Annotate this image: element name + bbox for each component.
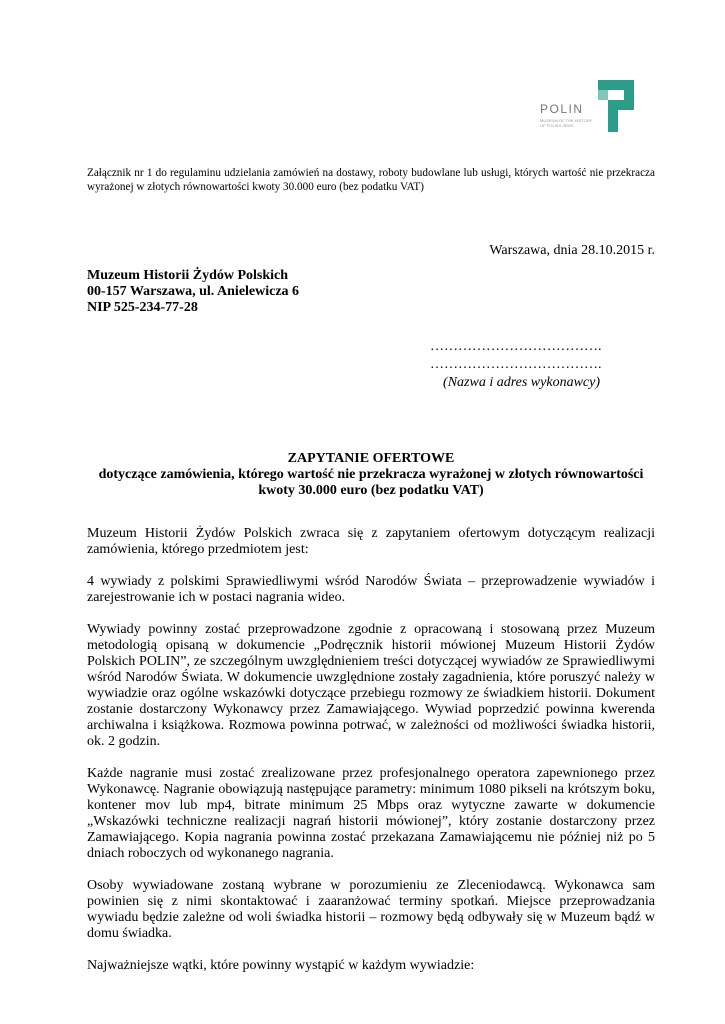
paragraph: 4 wywiady z polskimi Sprawiedliwymi wśród Narodów Świata – przeprowadzenie wywiadów i zarejestrowanie ich w postaci nagrania wideo. <box>87 574 655 605</box>
logo-subtitle: MUSEUM OF THE HISTORY OF POLISH JEWS <box>540 118 593 128</box>
address-line-street: 00-157 Warszawa, ul. Anielewicza 6 <box>87 284 300 299</box>
logo-name: POLIN <box>540 102 584 116</box>
paragraph: Muzeum Historii Żydów Polskich zwraca się z zapytaniem ofertowym dotyczącym realizacji zamówienia, którego przedmiotem jest: <box>87 526 655 557</box>
contractor-dots-1: ………………………………. <box>430 339 602 354</box>
paragraph: Najważniejsze wątki, które powinny wystąpić w każdym wywiadzie: <box>87 958 475 973</box>
document-body <box>87 526 655 990</box>
contractor-dots-2: ………………………………. <box>430 357 602 372</box>
paragraph: Każde nagranie musi zostać zrealizowane przez profesjonalnego operatora zapewnionego przez Wykonawcę. Nagranie obowiązują następujące parametry: minimum 1080 pikseli na krótszym boku, kontener mov lub mp4, bitrate minimum 25 Mbps oraz wytyczne zawarte w dokumencie „Wskazówki techniczne realizacji nagrań historii mówionej”, który zostanie dostarczony przez Zamawiającego. Kopia nagrania powinna zostać przekazana Zamawiającemu nie później niż po 5 dniach roboczych od wykonanego nagrania. <box>87 766 655 861</box>
address-line-name: Muzeum Historii Żydów Polskich <box>87 268 289 283</box>
contractor-block <box>430 338 600 392</box>
polin-logo <box>540 80 640 132</box>
annex-note: Załącznik nr 1 do regulaminu udzielania zamówień na dostawy, roboty budowlane lub usługi, których wartość nie przekracza wyrażonej w złotych równowartości kwoty 30.000 euro (bez podatku VAT) <box>87 167 655 193</box>
title-main: ZAPYTANIE OFERTOWE <box>287 451 455 466</box>
polin-mark-icon <box>598 80 634 132</box>
sender-address <box>87 268 299 316</box>
document-date: Warszawa, dnia 28.10.2015 r. <box>489 243 655 258</box>
address-line-nip: NIP 525-234-77-28 <box>87 300 198 315</box>
paragraph: Osoby wywiadowane zostaną wybrane w porozumieniu ze Zleceniodawcą. Wykonawca sam powinien się z nimi skontaktować i zaaranżować terminy spotkań. Miejsce przeprowadzania wywiadu będzie zależne od woli świadka historii – rozmowy będą odbywały się w Muzeum bądź w domu świadka. <box>87 878 655 941</box>
paragraph: Wywiady powinny zostać przeprowadzone zgodnie z opracowaną i stosowaną przez Muzeum metodologią opisaną w dokumencie „Podręcznik historii mówionej Muzeum Historii Żydów Polskich POLIN”, ze szczególnym uwzględnieniem treści dotyczącej wywiadów ze Sprawiedliwymi wśród Narodów Świata. W dokumencie uwzględnione zostały zagadnienia, które poruszyć należy w wywiadzie oraz ogólne wskazówki dotyczące przebiegu rozmowy ze świadkiem historii. Dokument zostanie dostarczony Wykonawcy przez Zamawiającego. Wywiad poprzedzić powinna kwerenda archiwalna i książkowa. Rozmowa powinna potrwać, w zależności od możliwości świadka historii, ok. 2 godzin. <box>87 622 655 749</box>
title-subtitle: dotyczące zamówienia, którego wartość nie przekracza wyrażonej w złotych równowartości kwoty 30.000 euro (bez podatku VAT) <box>98 467 644 498</box>
contractor-label: (Nazwa i adres wykonawcy) <box>443 375 600 390</box>
document-title <box>87 451 655 499</box>
